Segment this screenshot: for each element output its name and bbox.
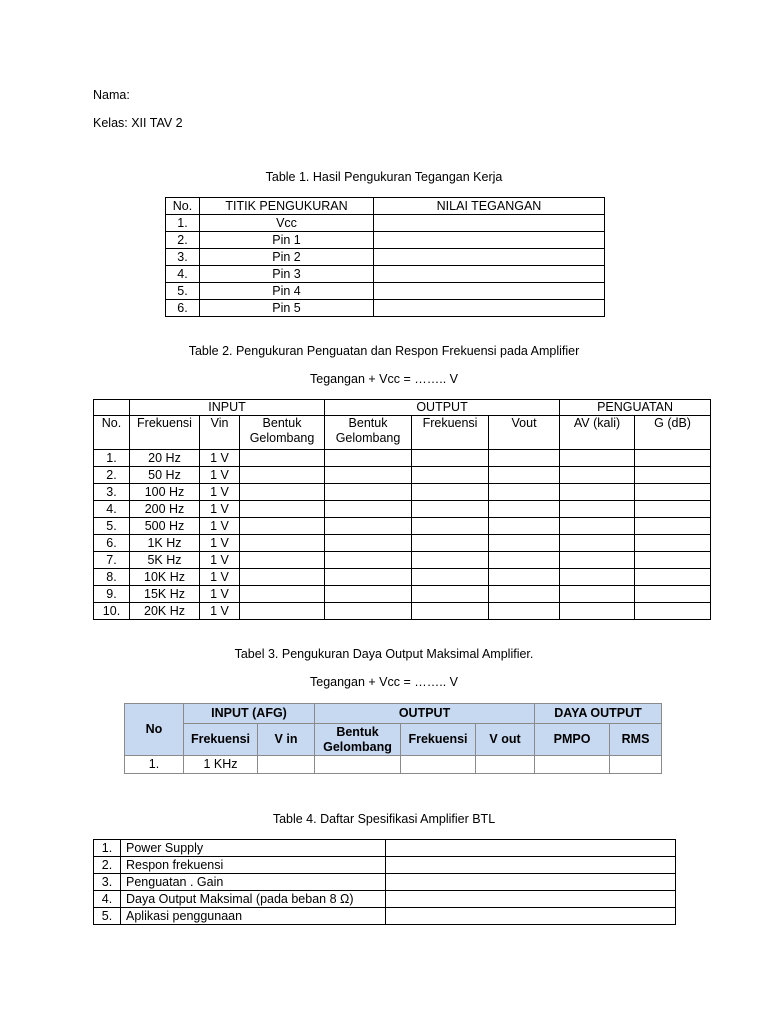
table-cell[interactable]	[535, 756, 610, 774]
table-cell: 5.	[166, 283, 200, 300]
table-cell[interactable]	[258, 756, 315, 774]
table-cell: 1 V	[200, 535, 240, 552]
table-cell[interactable]	[374, 283, 605, 300]
table-cell[interactable]	[412, 518, 489, 535]
table-cell[interactable]	[489, 450, 560, 467]
t1-col-no: No.	[166, 198, 200, 215]
table-cell[interactable]	[412, 603, 489, 620]
table-cell[interactable]	[374, 266, 605, 283]
t3-col-pmpo: PMPO	[535, 724, 610, 756]
table-cell[interactable]	[635, 569, 711, 586]
table-cell: 2.	[94, 467, 130, 484]
t3-col-frekuensi-out: Frekuensi	[401, 724, 476, 756]
table-cell: 10.	[94, 603, 130, 620]
table-cell[interactable]	[635, 484, 711, 501]
table-row	[94, 586, 711, 603]
t1-col-titik: TITIK PENGUKURAN	[200, 198, 374, 215]
table-cell[interactable]	[412, 484, 489, 501]
table-cell[interactable]	[560, 518, 635, 535]
table-cell: Pin 1	[200, 232, 374, 249]
table2-subtitle: Tegangan + Vcc = …….. V	[310, 372, 458, 386]
table-cell[interactable]	[560, 603, 635, 620]
table-cell[interactable]	[610, 756, 662, 774]
table-cell[interactable]	[560, 484, 635, 501]
table-cell[interactable]	[635, 450, 711, 467]
table-cell[interactable]	[412, 450, 489, 467]
kelas-label: Kelas: XII TAV 2	[93, 116, 183, 130]
table-cell[interactable]	[240, 552, 325, 569]
table-cell: Vcc	[200, 215, 374, 232]
nama-label: Nama:	[93, 88, 130, 102]
table3-subtitle: Tegangan + Vcc = …….. V	[310, 675, 458, 689]
table-cell[interactable]	[374, 300, 605, 317]
t2-col-g: G (dB)	[635, 416, 711, 450]
table-cell: 1.	[166, 215, 200, 232]
table3	[124, 703, 662, 774]
table-cell[interactable]	[325, 518, 412, 535]
table-cell: 20K Hz	[130, 603, 200, 620]
table-cell[interactable]	[635, 535, 711, 552]
t2-col-bentuk-in: Bentuk Gelombang	[240, 416, 325, 450]
table-cell[interactable]	[240, 501, 325, 518]
table-cell[interactable]	[315, 756, 401, 774]
table-cell: 1.	[94, 450, 130, 467]
table-row	[94, 467, 711, 484]
table-cell[interactable]	[240, 603, 325, 620]
table4-title: Table 4. Daftar Spesifikasi Amplifier BTL	[272, 812, 496, 826]
table-row	[94, 874, 676, 891]
table-cell: Pin 4	[200, 283, 374, 300]
table-cell: 1 V	[200, 603, 240, 620]
table-cell: 1 V	[200, 586, 240, 603]
table-cell[interactable]	[412, 586, 489, 603]
table-cell[interactable]	[489, 552, 560, 569]
table-cell[interactable]	[374, 249, 605, 266]
table-cell: 1.	[125, 756, 184, 774]
table-cell: 1 V	[200, 484, 240, 501]
table-cell[interactable]	[240, 535, 325, 552]
table-cell[interactable]	[412, 467, 489, 484]
table-cell[interactable]	[325, 586, 412, 603]
table-cell: 5.	[94, 908, 121, 925]
table-cell: 4.	[94, 891, 121, 908]
table-cell[interactable]	[325, 467, 412, 484]
table-cell[interactable]	[374, 215, 605, 232]
table-cell: Pin 2	[200, 249, 374, 266]
table-cell: 1 V	[200, 552, 240, 569]
table-cell: 6.	[94, 535, 130, 552]
table-row	[94, 501, 711, 518]
table-cell: 200 Hz	[130, 501, 200, 518]
t2-col-av: AV (kali)	[560, 416, 635, 450]
table-cell: 3.	[94, 874, 121, 891]
table-cell: 1 V	[200, 501, 240, 518]
table-cell: 1 V	[200, 569, 240, 586]
table-cell[interactable]	[240, 450, 325, 467]
t3-col-bentuk: Bentuk Gelombang	[315, 724, 401, 756]
table-cell[interactable]	[240, 569, 325, 586]
t3-col-frekuensi-in: Frekuensi	[184, 724, 258, 756]
table-cell: Daya Output Maksimal (pada beban 8 Ω)	[121, 891, 386, 908]
table-cell[interactable]	[560, 467, 635, 484]
table-cell[interactable]	[240, 467, 325, 484]
table-cell[interactable]	[386, 857, 676, 874]
t3-group-output: OUTPUT	[315, 704, 535, 724]
table-cell: 2.	[166, 232, 200, 249]
t2-col-vin: Vin	[200, 416, 240, 450]
table-cell: Power Supply	[121, 840, 386, 857]
table-cell[interactable]	[386, 874, 676, 891]
table-cell: 50 Hz	[130, 467, 200, 484]
table-cell: 1 KHz	[184, 756, 258, 774]
table-cell: 7.	[94, 552, 130, 569]
table-cell[interactable]	[489, 535, 560, 552]
table-cell[interactable]	[489, 569, 560, 586]
table-row	[94, 450, 711, 467]
table-cell[interactable]	[325, 552, 412, 569]
t2-col-frekuensi-out: Frekuensi	[412, 416, 489, 450]
t1-col-nilai: NILAI TEGANGAN	[374, 198, 605, 215]
table-cell: 20 Hz	[130, 450, 200, 467]
table-cell[interactable]	[325, 501, 412, 518]
table2-title: Table 2. Pengukuran Penguatan dan Respon Frekuensi pada Amplifier	[188, 344, 580, 358]
t2-group-output: OUTPUT	[325, 400, 560, 416]
table-cell: 4.	[166, 266, 200, 283]
table-cell: 1 V	[200, 467, 240, 484]
t2-col-vout: Vout	[489, 416, 560, 450]
table-cell[interactable]	[325, 603, 412, 620]
table-row	[94, 484, 711, 501]
t3-col-no: No	[125, 704, 184, 756]
t3-col-vin: V in	[258, 724, 315, 756]
table-cell[interactable]	[476, 756, 535, 774]
table-cell[interactable]	[374, 232, 605, 249]
table-row	[94, 891, 676, 908]
table-cell[interactable]	[560, 586, 635, 603]
t3-col-vout: V out	[476, 724, 535, 756]
t2-group-input: INPUT	[130, 400, 325, 416]
table-cell: 1K Hz	[130, 535, 200, 552]
table-cell[interactable]	[560, 535, 635, 552]
table-cell[interactable]	[635, 552, 711, 569]
table-row	[125, 756, 662, 774]
table-cell: 100 Hz	[130, 484, 200, 501]
table-cell[interactable]	[489, 501, 560, 518]
table-cell: 15K Hz	[130, 586, 200, 603]
t2-col-bentuk-out: Bentuk Gelombang	[325, 416, 412, 450]
t3-group-daya: DAYA OUTPUT	[535, 704, 662, 724]
table-cell[interactable]	[489, 518, 560, 535]
table2	[93, 399, 711, 620]
table-cell[interactable]	[325, 484, 412, 501]
table-cell[interactable]	[635, 603, 711, 620]
table-cell: 9.	[94, 586, 130, 603]
table-row	[94, 552, 711, 569]
table-cell[interactable]	[412, 535, 489, 552]
table-cell: 5.	[94, 518, 130, 535]
table-cell[interactable]	[635, 467, 711, 484]
table-row	[94, 603, 711, 620]
table-cell[interactable]	[560, 552, 635, 569]
table-row	[94, 840, 676, 857]
table-cell[interactable]	[325, 569, 412, 586]
table-cell: 3.	[94, 484, 130, 501]
table-row	[94, 535, 711, 552]
table-cell[interactable]	[325, 450, 412, 467]
table-cell: 6.	[166, 300, 200, 317]
table3-title: Tabel 3. Pengukuran Daya Output Maksimal Amplifier.	[234, 647, 534, 661]
t2-group-blank	[94, 400, 130, 416]
t2-col-frekuensi-in: Frekuensi	[130, 416, 200, 450]
table-cell: 5K Hz	[130, 552, 200, 569]
table-cell: Pin 3	[200, 266, 374, 283]
t3-group-input: INPUT (AFG)	[184, 704, 315, 724]
table-row	[94, 908, 676, 925]
table-cell[interactable]	[489, 484, 560, 501]
table-cell: Aplikasi penggunaan	[121, 908, 386, 925]
table-cell[interactable]	[412, 569, 489, 586]
table-cell[interactable]	[635, 501, 711, 518]
table-cell[interactable]	[240, 586, 325, 603]
table-row	[94, 857, 676, 874]
table-cell[interactable]	[386, 891, 676, 908]
table-cell[interactable]	[240, 484, 325, 501]
table-cell: 2.	[94, 857, 121, 874]
table-cell[interactable]	[635, 518, 711, 535]
table-cell[interactable]	[401, 756, 476, 774]
table-cell: Respon frekuensi	[121, 857, 386, 874]
table-cell: Pin 5	[200, 300, 374, 317]
table-row	[94, 518, 711, 535]
table-cell: 1 V	[200, 450, 240, 467]
table-cell[interactable]	[560, 569, 635, 586]
table1-title: Table 1. Hasil Pengukuran Tegangan Kerja	[265, 170, 503, 184]
table-cell: Penguatan . Gain	[121, 874, 386, 891]
table-cell: 8.	[94, 569, 130, 586]
t2-col-no: No.	[94, 416, 130, 450]
table-cell[interactable]	[489, 467, 560, 484]
table1	[165, 197, 605, 317]
table-cell: 1 V	[200, 518, 240, 535]
table-cell[interactable]	[489, 603, 560, 620]
table-cell[interactable]	[412, 501, 489, 518]
table-cell: 1.	[94, 840, 121, 857]
table-cell[interactable]	[325, 535, 412, 552]
t3-col-rms: RMS	[610, 724, 662, 756]
table-cell[interactable]	[412, 552, 489, 569]
table-cell: 4.	[94, 501, 130, 518]
table-cell[interactable]	[386, 908, 676, 925]
table-cell: 500 Hz	[130, 518, 200, 535]
table-cell[interactable]	[560, 501, 635, 518]
t2-group-penguatan: PENGUATAN	[560, 400, 711, 416]
table4	[93, 839, 676, 925]
table-row	[94, 569, 711, 586]
table-cell[interactable]	[635, 586, 711, 603]
table-cell: 10K Hz	[130, 569, 200, 586]
table-cell[interactable]	[386, 840, 676, 857]
table-cell: 3.	[166, 249, 200, 266]
table-cell[interactable]	[560, 450, 635, 467]
table-cell[interactable]	[240, 518, 325, 535]
table-cell[interactable]	[489, 586, 560, 603]
